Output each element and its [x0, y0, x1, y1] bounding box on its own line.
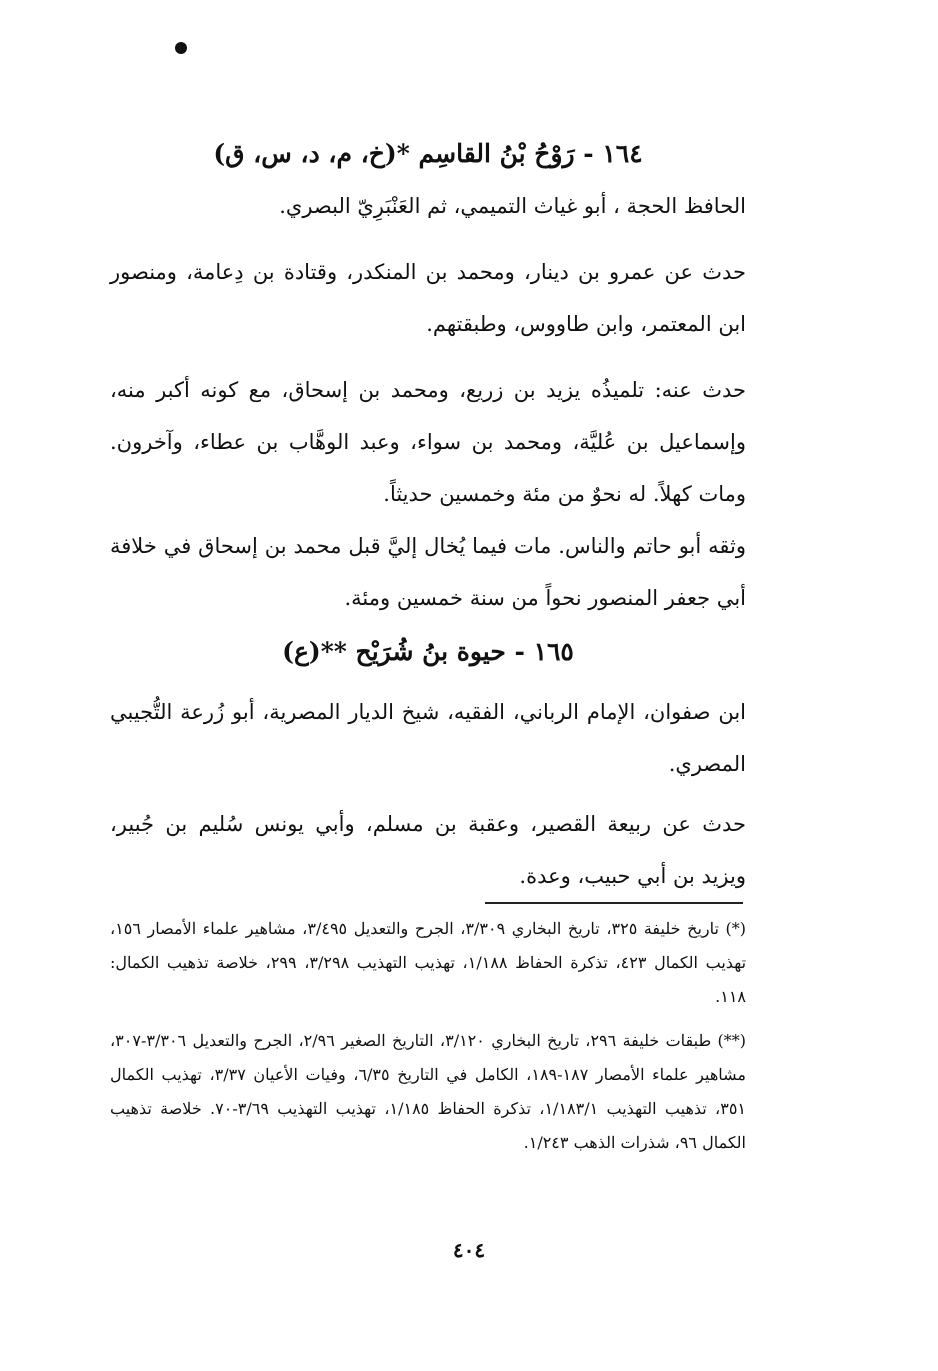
main-text: [110, 120, 746, 902]
entry-165-paragraph: ابن صفوان، الإمام الرباني، الفقيه، شيخ الديار المصرية، أبو زُرعة التُّجيبي المصري.: [110, 700, 746, 776]
entry-165-paragraph: حدث عن ربيعة القصير، وعقبة بن مسلم، وأبي يونس سُليم بن جُبير، ويزيد بن أبي حبيب، وعدة.: [110, 812, 746, 888]
entry-164-paragraph: حدث عنه: تلميذُه يزيد بن زريع، ومحمد بن إسحاق، مع كونه أكبر منه، وإسماعيل بن عُليَّة، ومحمد بن سواء، وعبد الوهَّاب بن عطاء، وآخرون. ومات كهلاً. له نحوٌ من مئة وخمسين حديثاً.: [110, 378, 746, 506]
entry-164-paragraph: وثقه أبو حاتم والناس. مات فيما يُخال إليَّ قبل محمد بن إسحاق في خلافة أبي جعفر المنصور نحواً من سنة خمسين ومئة.: [110, 534, 746, 610]
entry-164-paragraph: الحافظ الحجة ، أبو غياث التميمي، ثم العَنْبَرِيّ البصري.: [279, 194, 746, 218]
bullet-mark: [175, 42, 187, 54]
footnotes: [110, 912, 746, 1160]
entry-heading-164: ١٦٤ - رَوْحُ بْنُ القاسِم *(خ، م، د، س، ق): [213, 139, 643, 168]
footnote: (*) تاريخ خليفة ٣٢٥، تاريخ البخاري ٣/٣٠٩، الجرح والتعديل ٣/٤٩٥، مشاهير علماء الأمصار ١٥٦، تهذيب الكمال ٤٢٣، تذكرة الحفاظ ١/١٨٨، تهذيب التهذيب ٣/٢٩٨، ٢٩٩، خلاصة تذهيب الكمال: ١١٨.: [110, 919, 747, 1006]
footnote-separator: [485, 902, 743, 904]
entry-heading-165: ١٦٥ - حيوة بنُ شُرَيْح **(ع): [282, 637, 574, 666]
entry-164-paragraph: حدث عن عمرو بن دينار، ومحمد بن المنكدر، وقتادة بن دِعامة، ومنصور ابن المعتمر، وابن طاووس، وطبقتهم.: [110, 260, 746, 336]
page-number: ٤٠٤: [452, 1238, 486, 1262]
footnote: (**) طبقات خليفة ٢٩٦، تاريخ البخاري ٣/١٢٠، التاريخ الصغير ٢/٩٦، الجرح والتعديل ٣/٣٠٦-٣٠٧، مشاهير علماء الأمصار ١٨٧-١٨٩، الكامل في التاريخ ٦/٣٥، وفيات الأعيان ٣/٣٧، تهذيب الكمال ٣٥١، تذهيب التهذيب ١/١٨٣/١، تذكرة الحفاظ ١/١٨٥، تهذيب التهذيب ٣/٦٩-٧٠. خلاصة تذهيب الكمال ٩٦، شذرات الذهب ١/٢٤٣.: [110, 1031, 746, 1152]
